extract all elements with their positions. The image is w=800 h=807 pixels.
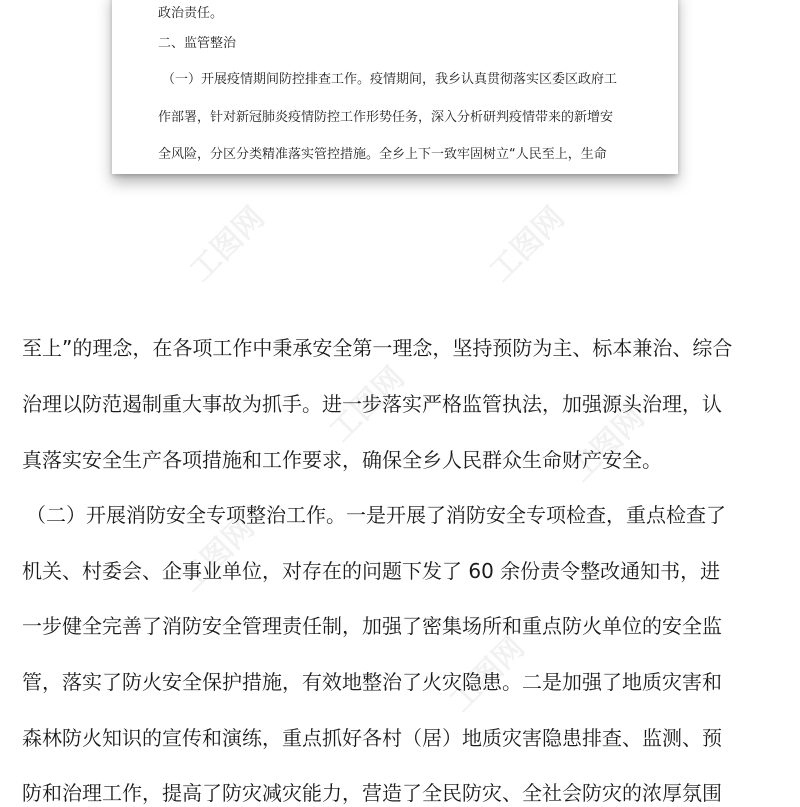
watermark: 工图网 (563, 400, 652, 489)
body-section-heading: （二）开展消防安全专项整治工作。一是开展了消防安全专项检查，重点检查了 (26, 503, 726, 527)
body-line: 防和治理工作，提高了防灾减灾能力，营造了全民防灾、全社会防灾的浓厚氛围 (22, 781, 722, 805)
body-line: 治理以防范遏制重大事故为抓手。进一步落实严格监管执法，加强源头治理，认 (22, 392, 722, 416)
preview-line: 作部署，针对新冠肺炎疫情防控工作形势任务，深入分析研判疫情带来的新增安 (158, 110, 614, 125)
preview-line: 全风险，分区分类精准落实管控措施。全乡上下一致牢固树立“人民至上，生命 (158, 147, 607, 162)
watermark: 工图网 (183, 200, 272, 289)
body-line: 森林防火知识的宣传和演练，重点抓好各村（居）地质灾害隐患排查、监测、预 (22, 726, 722, 750)
body-line: 机关、村委会、企事业单位，对存在的问题下发了 60 余份责令整改通知书，进 (22, 559, 721, 583)
body-line: 真落实安全生产各项措施和工作要求，确保全乡人民群众生命财产安全。 (22, 448, 662, 472)
watermark: 工图网 (483, 200, 572, 289)
body-line: 一步健全完善了消防安全管理责任制，加强了密集场所和重点防火单位的安全监 (22, 614, 722, 638)
watermark: 工图网 (173, 510, 262, 599)
preview-line: （一）开展疫情期间防控排查工作。疫情期间，我乡认真贯彻落实区委区政府工 (162, 72, 618, 87)
preview-line: 政治责任。 (158, 6, 224, 21)
body-line: 管，落实了防火安全保护措施，有效地整治了火灾隐患。二是加强了地质灾害和 (22, 670, 722, 694)
preview-section-heading: 二、监管整治 (158, 36, 237, 51)
watermark: 工图网 (323, 360, 412, 449)
document-preview-card (112, 0, 678, 174)
body-line: 至上”的理念，在各项工作中秉承安全第一理念，坚持预防为主、标本兼治、综合 (22, 336, 733, 360)
watermark: 工图网 (443, 630, 532, 719)
